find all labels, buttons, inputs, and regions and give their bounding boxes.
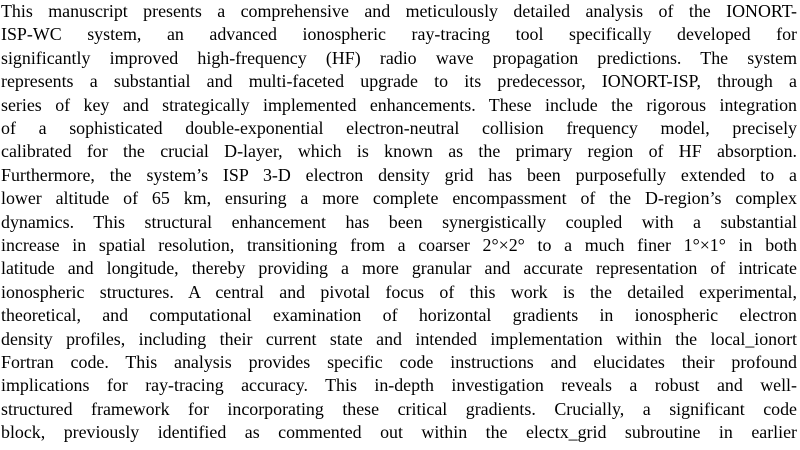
text-line: of a sophisticated double-exponential electron-neutral collision frequency model, precisely: [1, 118, 797, 138]
text-line: density profiles, including their current state and intended implementation within the local_ionort: [1, 328, 797, 349]
text-line: ISP-WC system, an advanced ionospheric ray-tracing tool specifically developed for: [1, 24, 797, 45]
text-line: This manuscript presents a comprehensive and meticulously detailed analysis of the IONORT-: [1, 1, 797, 21]
text-line: dynamics. This structural enhancement has been synergistically coupled with a substantial: [1, 211, 797, 232]
text-line: calibrated for the crucial D-layer, which is known as the primary region of HF absorption.: [1, 141, 797, 162]
text-line: represents a substantial and multi-faceted upgrade to its predecessor, IONORT-ISP, through a: [1, 71, 797, 92]
text-line: theoretical, and computational examination of horizontal gradients in ionospheric electron: [1, 305, 797, 326]
text-line: series of key and strategically implemented enhancements. These include the rigorous integration: [1, 94, 797, 115]
text-line: increase in spatial resolution, transitioning from a coarser 2°×2° to a much finer 1°×1° in both: [1, 235, 797, 255]
text-line: Fortran code. This analysis provides specific code instructions and elucidates their profound: [1, 352, 797, 372]
text-line: implications for ray-tracing accuracy. This in-depth investigation reveals a robust and well-: [1, 375, 797, 396]
text-line: block, previously identified as commented out within the electx_grid subroutine in earlier: [1, 422, 797, 443]
text-line: significantly improved high-frequency (HF) radio wave propagation predictions. The system: [1, 47, 797, 68]
text-line: ionospheric structures. A central and pivotal focus of this work is the detailed experimental,: [1, 281, 797, 302]
text-line: Furthermore, the system’s ISP 3-D electron density grid has been purposefully extended to a: [1, 164, 797, 185]
text-line: latitude and longitude, thereby providing a more granular and accurate representation of intricate: [1, 258, 797, 279]
text-line: structured framework for incorporating these critical gradients. Crucially, a significant code: [1, 398, 797, 419]
text-line: lower altitude of 65 km, ensuring a more complete encompassment of the D-region’s complex: [1, 188, 797, 209]
